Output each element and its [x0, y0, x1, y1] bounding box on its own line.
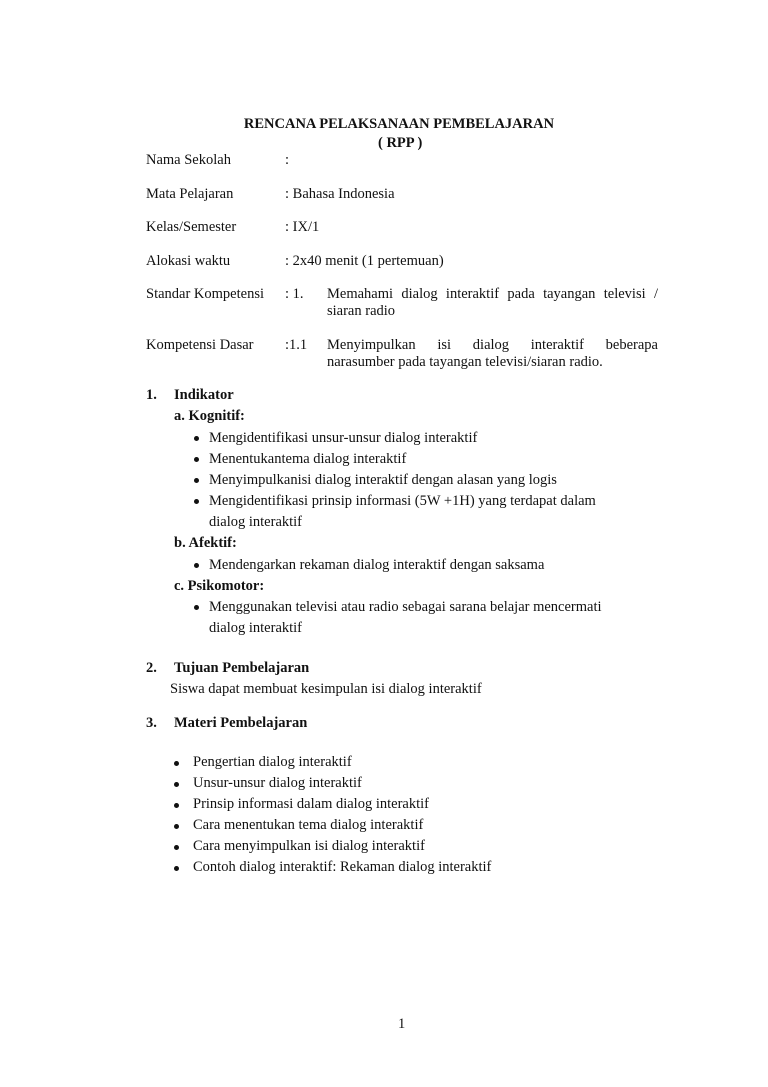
materi-item: Cara menentukan tema dialog interaktif — [193, 817, 424, 833]
psikomotor-item-continuation: dialog interaktif — [209, 620, 303, 636]
section-2-number: 2. — [146, 660, 157, 676]
bullet-icon — [174, 782, 179, 787]
bullet-icon — [174, 824, 179, 829]
kd-line-1: Menyimpulkan isi dialog interaktif beberapa — [327, 337, 658, 353]
afektif-item: Mendengarkan rekaman dialog interaktif dengan saksama — [209, 557, 545, 573]
section-3-number: 3. — [146, 715, 157, 731]
sk-label: Standar Kompetensi — [146, 286, 264, 302]
kd-number: :1.1 — [285, 337, 308, 353]
time-value: : 2x40 menit (1 pertemuan) — [285, 253, 444, 269]
materi-item: Contoh dialog interaktif: Rekaman dialog interaktif — [193, 859, 492, 875]
bullet-icon — [194, 563, 199, 568]
kognitif-item: Menyimpulkanisi dialog interaktif dengan alasan yang logis — [209, 472, 557, 488]
section-2-title: Tujuan Pembelajaran — [174, 660, 310, 676]
sk-line-2: siaran radio — [327, 303, 396, 319]
bullet-icon — [174, 845, 179, 850]
bullet-icon — [174, 866, 179, 871]
kognitif-item: Menentukantema dialog interaktif — [209, 451, 407, 467]
section-1-number: 1. — [146, 387, 157, 403]
subject-value: : Bahasa Indonesia — [285, 186, 395, 202]
materi-item: Pengertian dialog interaktif — [193, 754, 352, 770]
kognitif-item: Mengidentifikasi prinsip informasi (5W +1H) yang terdapat dalam — [209, 493, 596, 509]
kognitif-item: Mengidentifikasi unsur-unsur dialog interaktif — [209, 430, 478, 446]
sk-line-1: Memahami dialog interaktif pada tayangan televisi / — [327, 286, 658, 302]
subject-label: Mata Pelajaran — [146, 186, 234, 202]
school-value: : — [285, 152, 290, 168]
kd-label: Kompetensi Dasar — [146, 337, 254, 353]
kd-line-2: narasumber pada tayangan televisi/siaran radio. — [327, 354, 603, 370]
class-label: Kelas/Semester — [146, 219, 237, 235]
psikomotor-label: c. Psikomotor: — [174, 578, 265, 594]
materi-item: Cara menyimpulkan isi dialog interaktif — [193, 838, 425, 854]
bullet-icon — [194, 499, 199, 504]
section-1-title: Indikator — [174, 387, 234, 403]
bullet-icon — [194, 605, 199, 610]
bullet-icon — [194, 457, 199, 462]
bullet-icon — [174, 761, 179, 766]
document-title: RENCANA PELAKSANAAN PEMBELAJARAN — [243, 116, 555, 132]
time-label: Alokasi waktu — [146, 253, 231, 269]
afektif-label: b. Afektif: — [174, 535, 237, 551]
bullet-icon — [194, 436, 199, 441]
school-label: Nama Sekolah — [146, 152, 231, 168]
section-3-title: Materi Pembelajaran — [174, 715, 308, 731]
kognitif-label: a. Kognitif: — [174, 408, 245, 424]
tujuan-text: Siswa dapat membuat kesimpulan isi dialog interaktif — [170, 681, 482, 697]
kognitif-item-continuation: dialog interaktif — [209, 514, 303, 530]
page-number: 1 — [398, 1016, 406, 1032]
materi-item: Unsur-unsur dialog interaktif — [193, 775, 362, 791]
sk-number: : 1. — [285, 286, 304, 302]
class-value: : IX/1 — [285, 219, 320, 235]
bullet-icon — [174, 803, 179, 808]
bullet-icon — [194, 478, 199, 483]
materi-item: Prinsip informasi dalam dialog interaktif — [193, 796, 429, 812]
psikomotor-item: Menggunakan televisi atau radio sebagai sarana belajar mencermati — [209, 599, 602, 615]
document-subtitle: ( RPP ) — [378, 135, 423, 151]
